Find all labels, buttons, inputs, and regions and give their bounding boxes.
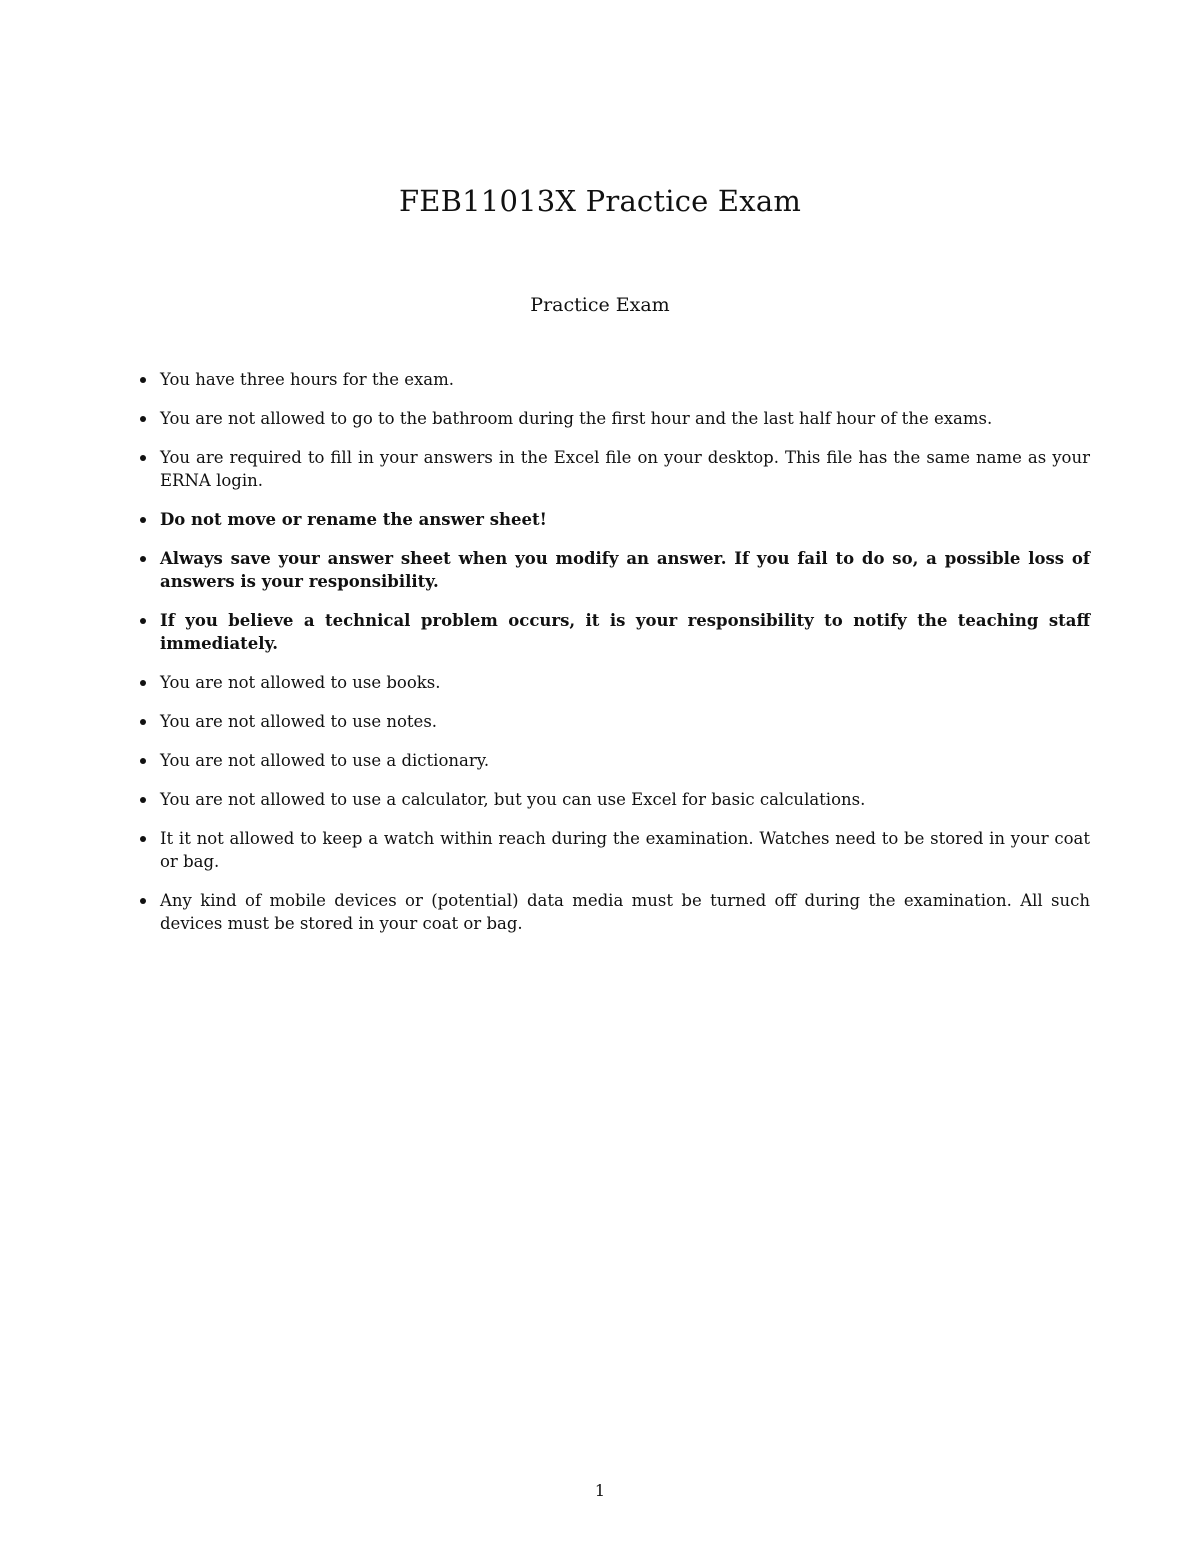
rule-text: You are required to fill in your answers in the Excel file on your desktop. This file has the same name as your ERNA login. (160, 448, 1090, 490)
rule-item (140, 547, 1090, 593)
page-number: 1 (594, 1481, 606, 1500)
rule-text: It it not allowed to keep a watch within reach during the examination. Watches need to be stored in your coat or bag. (160, 829, 1090, 871)
rule-item (140, 446, 1090, 492)
rule-text: You have three hours for the exam. (160, 370, 455, 389)
bullet-icon (140, 618, 146, 624)
rule-item (140, 508, 1090, 531)
document-title: FEB11013X Practice Exam (398, 184, 802, 218)
bullet-icon (140, 455, 146, 461)
rule-text: You are not allowed to go to the bathroom during the first hour and the last half hour of the exams. (160, 409, 993, 428)
rule-item (140, 710, 1090, 733)
rule-text: You are not allowed to use a calculator, but you can use Excel for basic calculations. (160, 790, 866, 809)
rule-item (140, 749, 1090, 772)
bullet-icon (140, 898, 146, 904)
document-subtitle: Practice Exam (530, 294, 670, 316)
rule-item (140, 788, 1090, 811)
bullet-icon (140, 416, 146, 422)
rule-text: Always save your answer sheet when you modify an answer. If you fail to do so, a possible loss of answers is your responsibility. (160, 549, 1090, 591)
bullet-icon (140, 719, 146, 725)
rule-text: If you believe a technical problem occurs, it is your responsibility to notify the teaching staff immediately. (160, 611, 1090, 653)
bullet-icon (140, 556, 146, 562)
rule-text: You are not allowed to use a dictionary. (160, 751, 490, 770)
bullet-icon (140, 797, 146, 803)
bullet-icon (140, 836, 146, 842)
rule-item (140, 407, 1090, 430)
rule-item (140, 827, 1090, 873)
rule-text: Any kind of mobile devices or (potential) data media must be turned off during the examination. All such devices must be stored in your coat or bag. (160, 891, 1090, 933)
rule-item (140, 889, 1090, 935)
bullet-icon (140, 758, 146, 764)
bullet-icon (140, 517, 146, 523)
bullet-icon (140, 377, 146, 383)
rule-text: You are not allowed to use notes. (160, 712, 438, 731)
rule-text: Do not move or rename the answer sheet! (160, 510, 547, 529)
rule-text: You are not allowed to use books. (160, 673, 441, 692)
rule-item (140, 609, 1090, 655)
rule-item (140, 671, 1090, 694)
exam-rules-list (140, 368, 1090, 951)
bullet-icon (140, 680, 146, 686)
rule-item (140, 368, 1090, 391)
